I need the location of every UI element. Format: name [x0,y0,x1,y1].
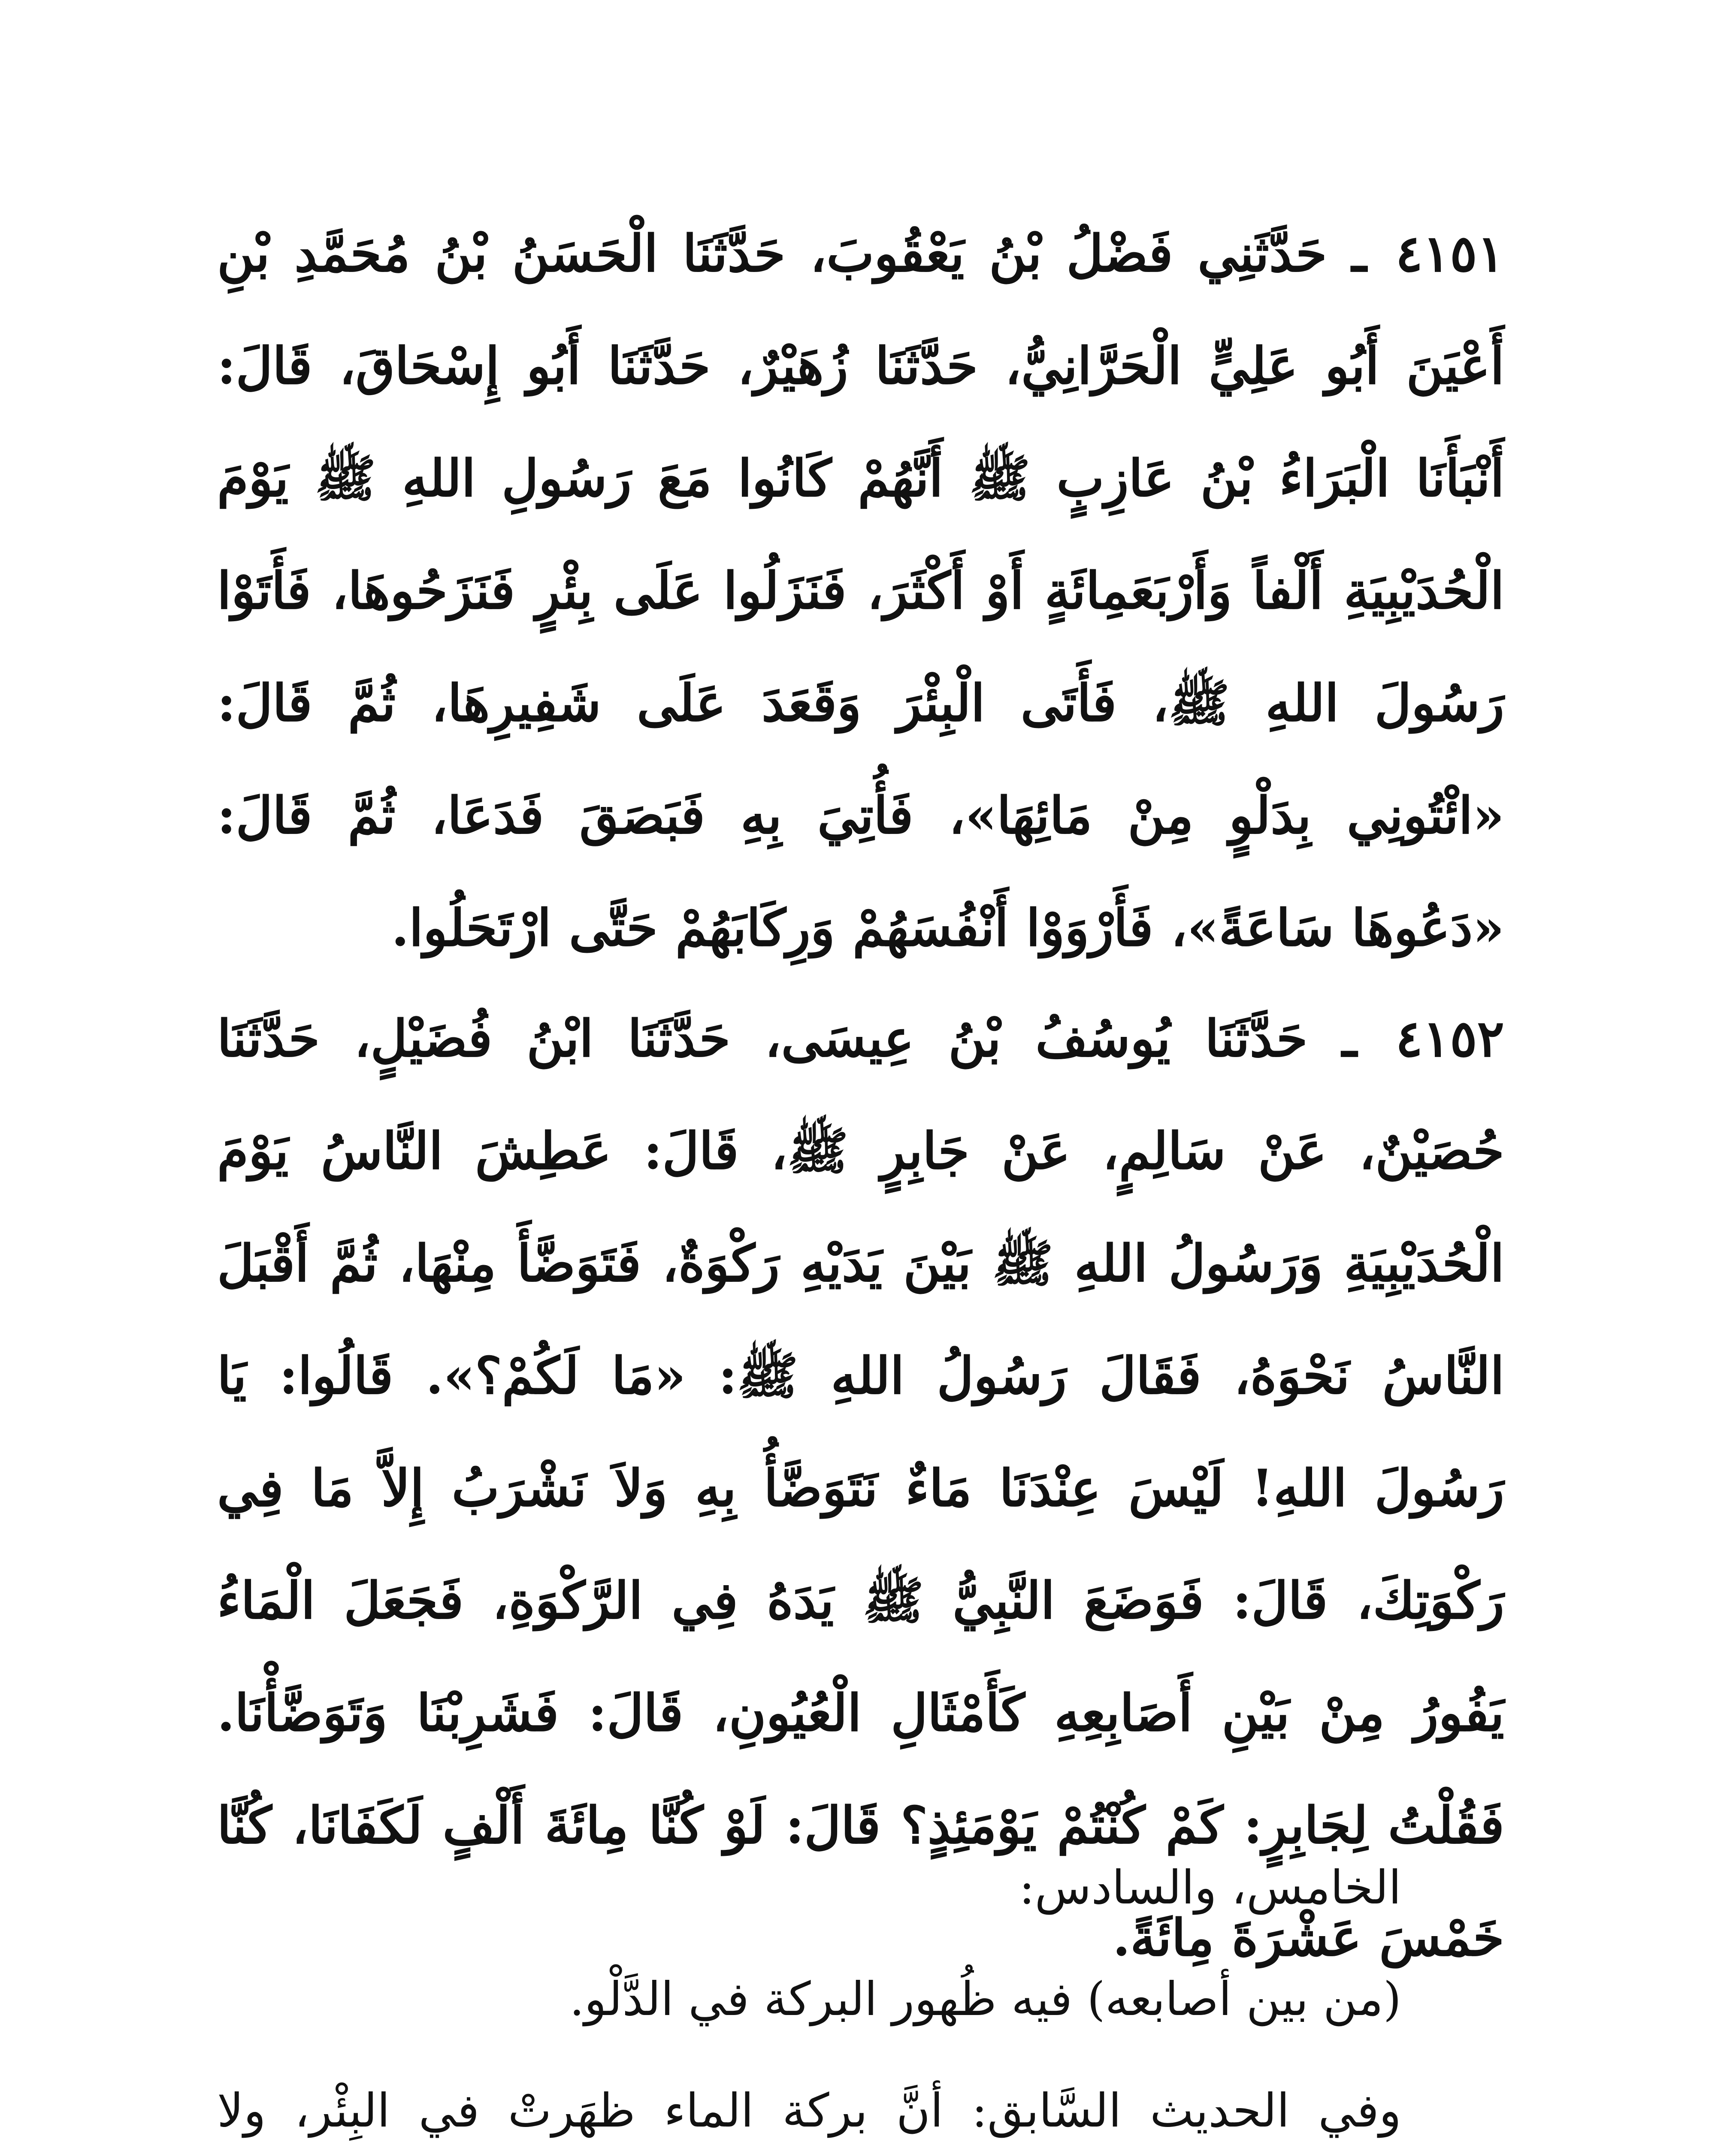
hadith-4151 [217,197,1504,984]
hadith-text: ـ حَدَّثَنِي فَضْلُ بْنُ يَعْقُوبَ، حَدَّثَنَا الْحَسَنُ بْنُ مُحَمَّدِ بْنِ أَعْيَنَ أَبُو عَلِيٍّ الْحَرَّانِيُّ، حَدَّثَنَا زُهَيْرٌ، حَدَّثَنَا أَبُو إِسْحَاقَ، قَالَ: أَنْبَأَنَا الْبَرَاءُ بْنُ عَازِبٍ ﷺ أَنَّهُمْ كَانُوا مَعَ رَسُولِ اللهِ ﷺ يَوْمَ الْحُدَيْبِيَةِ أَلْفاً وَأَرْبَعَمِائَةٍ أَوْ أَكْثَرَ، فَنَزَلُوا عَلَى بِئْرٍ فَنَزَحُوهَا، فَأَتَوْا رَسُولَ اللهِ ﷺ، فَأَتَى الْبِئْرَ وَقَعَدَ عَلَى شَفِيرِهَا، ثُمَّ قَالَ: «ائْتُونِي بِدَلْوٍ مِنْ مَائِهَا»، فَأُتِيَ بِهِ فَبَصَقَ فَدَعَا، ثُمَّ قَالَ: «دَعُوهَا سَاعَةً»، فَأَرْوَوْا أَنْفُسَهُمْ وَرِكَابَهُمْ حَتَّى ارْتَحَلُوا. [217,224,1504,958]
commentary-heading: الخامس، والسادس: [1019,1861,1401,1915]
hadith-number: ٤١٥٢ [1395,1009,1504,1068]
commentary-line: (من بين أصابعه) فيه ظُهور البركة في الدَّلْو. [569,1973,1401,2026]
hadith-text: ـ حَدَّثَنَا يُوسُفُ بْنُ عِيسَى، حَدَّثَنَا ابْنُ فُضَيْلٍ، حَدَّثَنَا حُصَيْنٌ، عَنْ سَالِمٍ، عَنْ جَابِرٍ ﷺ، قَالَ: عَطِشَ النَّاسُ يَوْمَ الْحُدَيْبِيَةِ وَرَسُولُ اللهِ ﷺ بَيْنَ يَدَيْهِ رَكْوَةٌ، فَتَوَضَّأَ مِنْهَا، ثُمَّ أَقْبَلَ النَّاسُ نَحْوَهُ، فَقَالَ رَسُولُ اللهِ ﷺ: «مَا لَكُمْ؟». قَالُوا: يَا رَسُولَ اللهِ! لَيْسَ عِنْدَنَا مَاءٌ نَتَوَضَّأُ بِهِ وَلاَ نَشْرَبُ إِلاَّ مَا فِي رَكْوَتِكَ، قَالَ: فَوَضَعَ النَّبِيُّ ﷺ يَدَهُ فِي الرَّكْوَةِ، فَجَعَلَ الْمَاءُ يَفُورُ مِنْ بَيْنِ أَصَابِعِهِ كَأَمْثَالِ الْعُيُونِ، قَالَ: فَشَرِبْنَا وَتَوَضَّأْنَا. فَقُلْتُ لِجَابِرٍ: كَمْ كُنْتُمْ يَوْمَئِذٍ؟ قَالَ: لَوْ كُنَّا مِائَةَ أَلْفٍ لَكَفَانَا، كُنَّا خَمْسَ عَشْرَةَ مِائَةً. [217,1009,1504,1967]
hadith-number: ٤١٥١ [1395,224,1504,283]
commentary-paragraph: وفي الحديث السَّابق: أنَّ بركة الماء ظهَرتْ في البِئْر، ولا [217,2084,1401,2138]
